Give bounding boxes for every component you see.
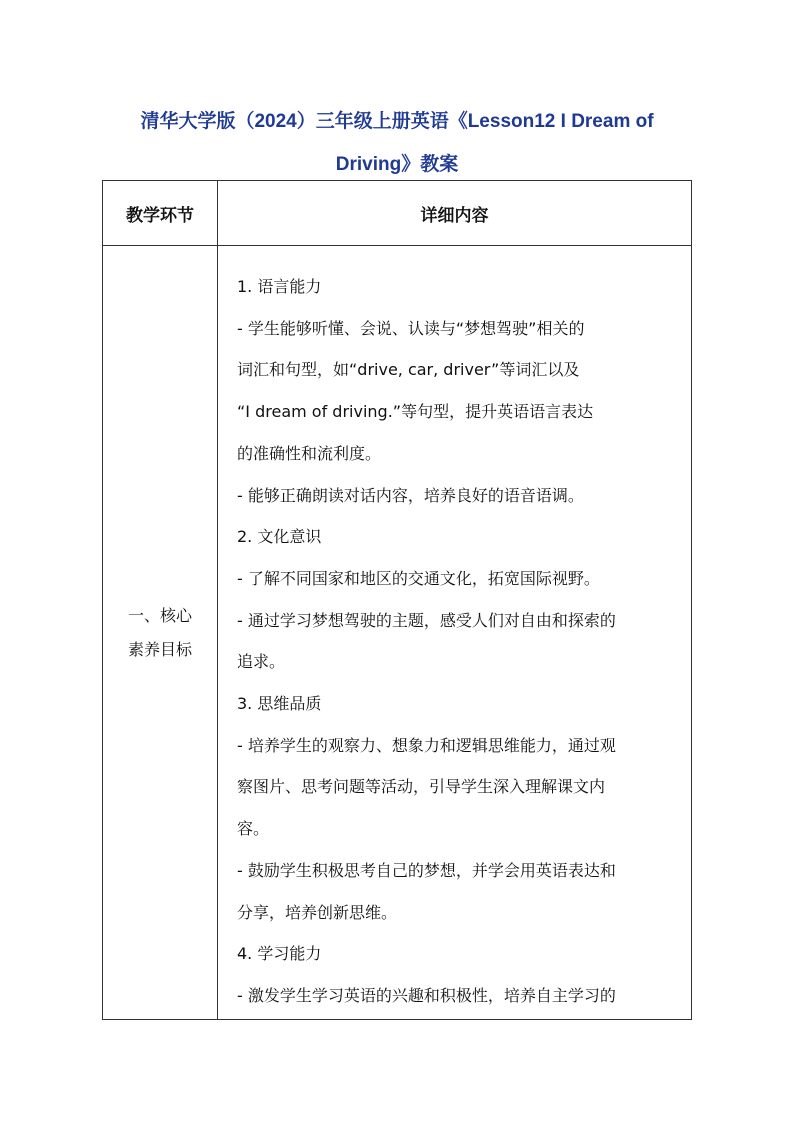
content-line: - 能够正确朗读对话内容，培养良好的语音语调。 xyxy=(237,485,584,505)
content-line: 追求。 xyxy=(237,652,286,672)
content-line: - 了解不同国家和地区的交通文化，拓宽国际视野。 xyxy=(237,568,600,588)
header-teaching-stage: 教学环节 xyxy=(103,181,218,246)
table-header-row xyxy=(103,181,692,246)
content-line: 1. 语言能力 xyxy=(237,277,322,296)
content-line: - 鼓励学生积极思考自己的梦想，并学会用英语表达和 xyxy=(237,860,616,880)
document-title-line2: Driving》教案 xyxy=(335,154,459,175)
content-line: 3. 思维品质 xyxy=(237,694,322,714)
stage-label-line2: 素养目标 xyxy=(127,639,192,659)
content-line: 词汇和句型，如“drive, car, driver”等词汇以及 xyxy=(237,360,580,380)
lesson-plan-table xyxy=(102,180,692,1020)
content-line: - 培养学生的观察力、想象力和逻辑思维能力，通过观 xyxy=(237,735,616,755)
content-line: - 激发学生学习英语的兴趣和积极性，培养自主学习的 xyxy=(237,985,616,1005)
content-cell xyxy=(218,246,692,1020)
content-line: 的准确性和流利度。 xyxy=(237,443,382,463)
document-title-line1: 清华大学版（2024）三年级上册英语《Lesson12 I Dream of xyxy=(140,111,654,132)
header-detailed-content: 详细内容 xyxy=(218,181,692,246)
content-line: 察图片、思考问题等活动，引导学生深入理解课文内 xyxy=(237,777,606,797)
table-row xyxy=(103,246,692,1020)
content-line: 2. 文化意识 xyxy=(237,527,322,547)
content-line: - 通过学习梦想驾驶的主题，感受人们对自由和探索的 xyxy=(237,610,616,630)
stage-label-line1: 一、核心 xyxy=(127,605,192,625)
content-line: 容。 xyxy=(237,819,270,839)
content-line: 4. 学习能力 xyxy=(237,944,322,964)
content-line: - 学生能够听懂、会说、认读与“梦想驾驶”相关的 xyxy=(237,318,585,338)
content-line: “I dream of driving.”等句型，提升英语语言表达 xyxy=(237,402,594,422)
content-line: 分享，培养创新思维。 xyxy=(237,902,398,922)
stage-cell xyxy=(103,246,218,1020)
